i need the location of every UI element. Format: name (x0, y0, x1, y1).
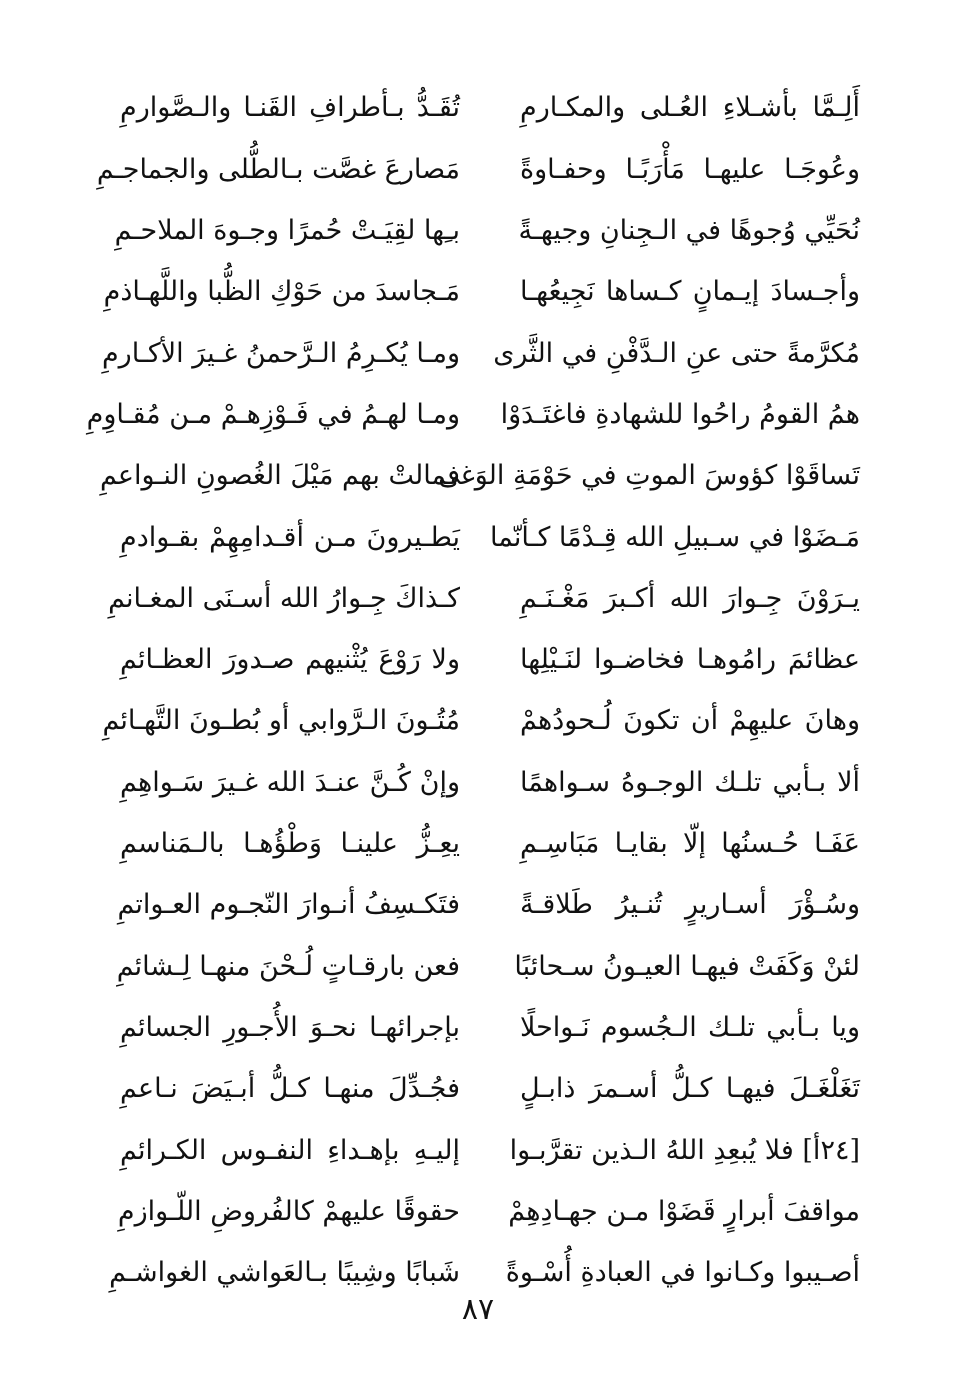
verse-line (103, 262, 860, 323)
second-hemistich: بإجرائهـا نحـوَ الأُجـورِ الجسائمِ (120, 1011, 460, 1043)
second-hemistich: بـِها لقِيَـتْ حُمرًا وجـوهَ الملاحـمِ (114, 215, 460, 247)
first-hemistich: نُحَيِّي وُجوهًا في الـجِنانِ وجيهـةً (518, 215, 860, 247)
verse-line (120, 814, 860, 875)
first-hemistich: وأجـسادَ إيـمانٍ كـساها نَجِيعُهـا (520, 276, 860, 308)
verse-line (117, 1181, 860, 1242)
first-hemistich: ويا بـأبي تلـك الـجُسوم نَـواحلًا (520, 1011, 860, 1043)
second-hemistich: مَصارعَ غصَّت بـالطُّلى والجماجـمِ (96, 153, 460, 185)
first-hemistich: وهانَ عليهِمْ أن تكونَ لُـحودُهمْ (520, 705, 860, 737)
second-hemistich: فعن بارقـاتٍ لُـحْنَ منهـا لِـشائمِ (116, 950, 460, 982)
first-hemistich: مُكرَّمةً حتى عنِ الـدَّفْنِ في الثَّرى (493, 337, 860, 369)
verse-line (96, 139, 860, 200)
first-hemistich: تَغَلْغَـلَ فيهـا كـلُّ أسـمرَ ذابـلٍ (520, 1073, 860, 1105)
first-hemistich: عظائمَ رامُوهـا فخاضـوا لنَـيْلِها (520, 644, 860, 676)
second-hemistich: يَطـيرونَ مـن أقـدامِهِمْ بقـوادمِ (120, 521, 460, 553)
verse-line (117, 875, 860, 936)
second-hemistich: فمالتْ بهم مَيْلَ الغُصونِ النـواعمِ (99, 460, 460, 492)
first-hemistich: مَـضَوْا في سـبيلِ الله قِـدْمًا كـأنّما (490, 521, 860, 553)
second-hemistich: وإنْ كُـنَّ عنـدَ الله غـيرَ سَـواهِمِ (120, 766, 460, 798)
first-hemistich: يـرَوْنَ جِـوارَ الله أكـبرَ مَغْـنَـمِ (520, 582, 860, 614)
verse-line (120, 78, 860, 139)
verse-line (102, 691, 860, 752)
first-hemistich: لئنْ وَكَفَتْ فيهـا العيـونُ سـحائبًا (514, 950, 860, 982)
verse-line (120, 1059, 860, 1120)
verse-line (99, 446, 860, 507)
verse-line (120, 507, 860, 568)
first-hemistich: تَساقَوْا كؤوسَ الموتِ في حَوْمَةِ الوَغى (438, 460, 860, 492)
verse-line (120, 752, 860, 813)
second-hemistich: مُتُـونَ الـرَّوابي أو بُطـونَ التَّهـائمِ (102, 705, 460, 737)
first-hemistich: عَفَـا حُـسنُها إلّا بقايـا مَبَاسِـمِ (520, 828, 860, 860)
verse-line (120, 630, 860, 691)
second-hemistich: فتَكـسِفُ أنـوارَ النّجـوم العـواتمِ (117, 889, 460, 921)
verse-line (114, 201, 860, 262)
first-hemistich: همُ القومُ راحُوا للشهادةِ فاغتَـدَوْا (500, 398, 860, 430)
second-hemistich: إليـهِ بإهـداءِ النفـوس الكـرائمِ (120, 1134, 460, 1166)
verse-line (101, 323, 860, 384)
second-hemistich: حقوقًا عليهمْ كالفُروضِ اللّـوازمِ (117, 1195, 460, 1227)
second-hemistich: ومـا لهـمُ في فَـوْزِهـمْ مـن مُقـاوِمِ (86, 398, 460, 430)
page-number: ٨٧ (461, 1292, 495, 1327)
second-hemistich: شَبابًا وشِيبًا بـالعَواشي الغواشـمِ (109, 1257, 460, 1289)
second-hemistich: يعِـزُّ علينـا وَطْؤُهـا بالـمَناسمِ (120, 828, 460, 860)
second-hemistich: ولا رَوْعَ يُثْنيهم صـدورَ العظـائمِ (120, 644, 460, 676)
second-hemistich: كـذاكَ جِـوارُ الله أسـنَى المغـانمِ (108, 582, 460, 614)
verse-line (120, 997, 860, 1058)
verse-line (116, 936, 860, 997)
first-hemistich: أَلِـمَّا بأشـلاءِ العُـلى والمكـارمِ (520, 92, 860, 124)
second-hemistich: ومـا يُكـرِمُ الـرَّحمنُ غـيرَ الأكـارمِ (101, 337, 460, 369)
first-hemistich: وعُوجَـا عليهـا مَأْرَبًـا وحفـاوةً (520, 153, 860, 185)
first-hemistich: وسُـؤْرَ أسـاريرٍ تُنـيرُ طَلاقـةً (520, 889, 860, 921)
poem (86, 78, 860, 1304)
second-hemistich: مَـجاسدَ من حَوْكِ الظُّبا واللَّهـاذمِ (103, 276, 460, 308)
verse-line (120, 1120, 860, 1181)
second-hemistich: تُقَـدُّ بـأطرافِ القَنـا والـصَّوارمِ (120, 92, 460, 124)
second-hemistich: فجُـدِّلَ منهـا كـلُّ أبـيَضَ نـاعمِ (120, 1073, 460, 1105)
first-hemistich: أصـيبوا وكـانوا في العبادةِ أُسْـوةً (505, 1257, 860, 1289)
first-hemistich: ألا بـأبي تلـك الوجـوهُ سـواهمًا (520, 766, 860, 798)
first-hemistich: [٢٤أ] فلا يُبعِدِ اللهُ الـذين تقرَّبـوا (509, 1134, 860, 1166)
first-hemistich: مواقفَ أبرارٍ قَضَوْا مـن جهـادِهِمْ (508, 1195, 860, 1227)
verse-line (108, 568, 860, 629)
verse-line (86, 384, 860, 445)
